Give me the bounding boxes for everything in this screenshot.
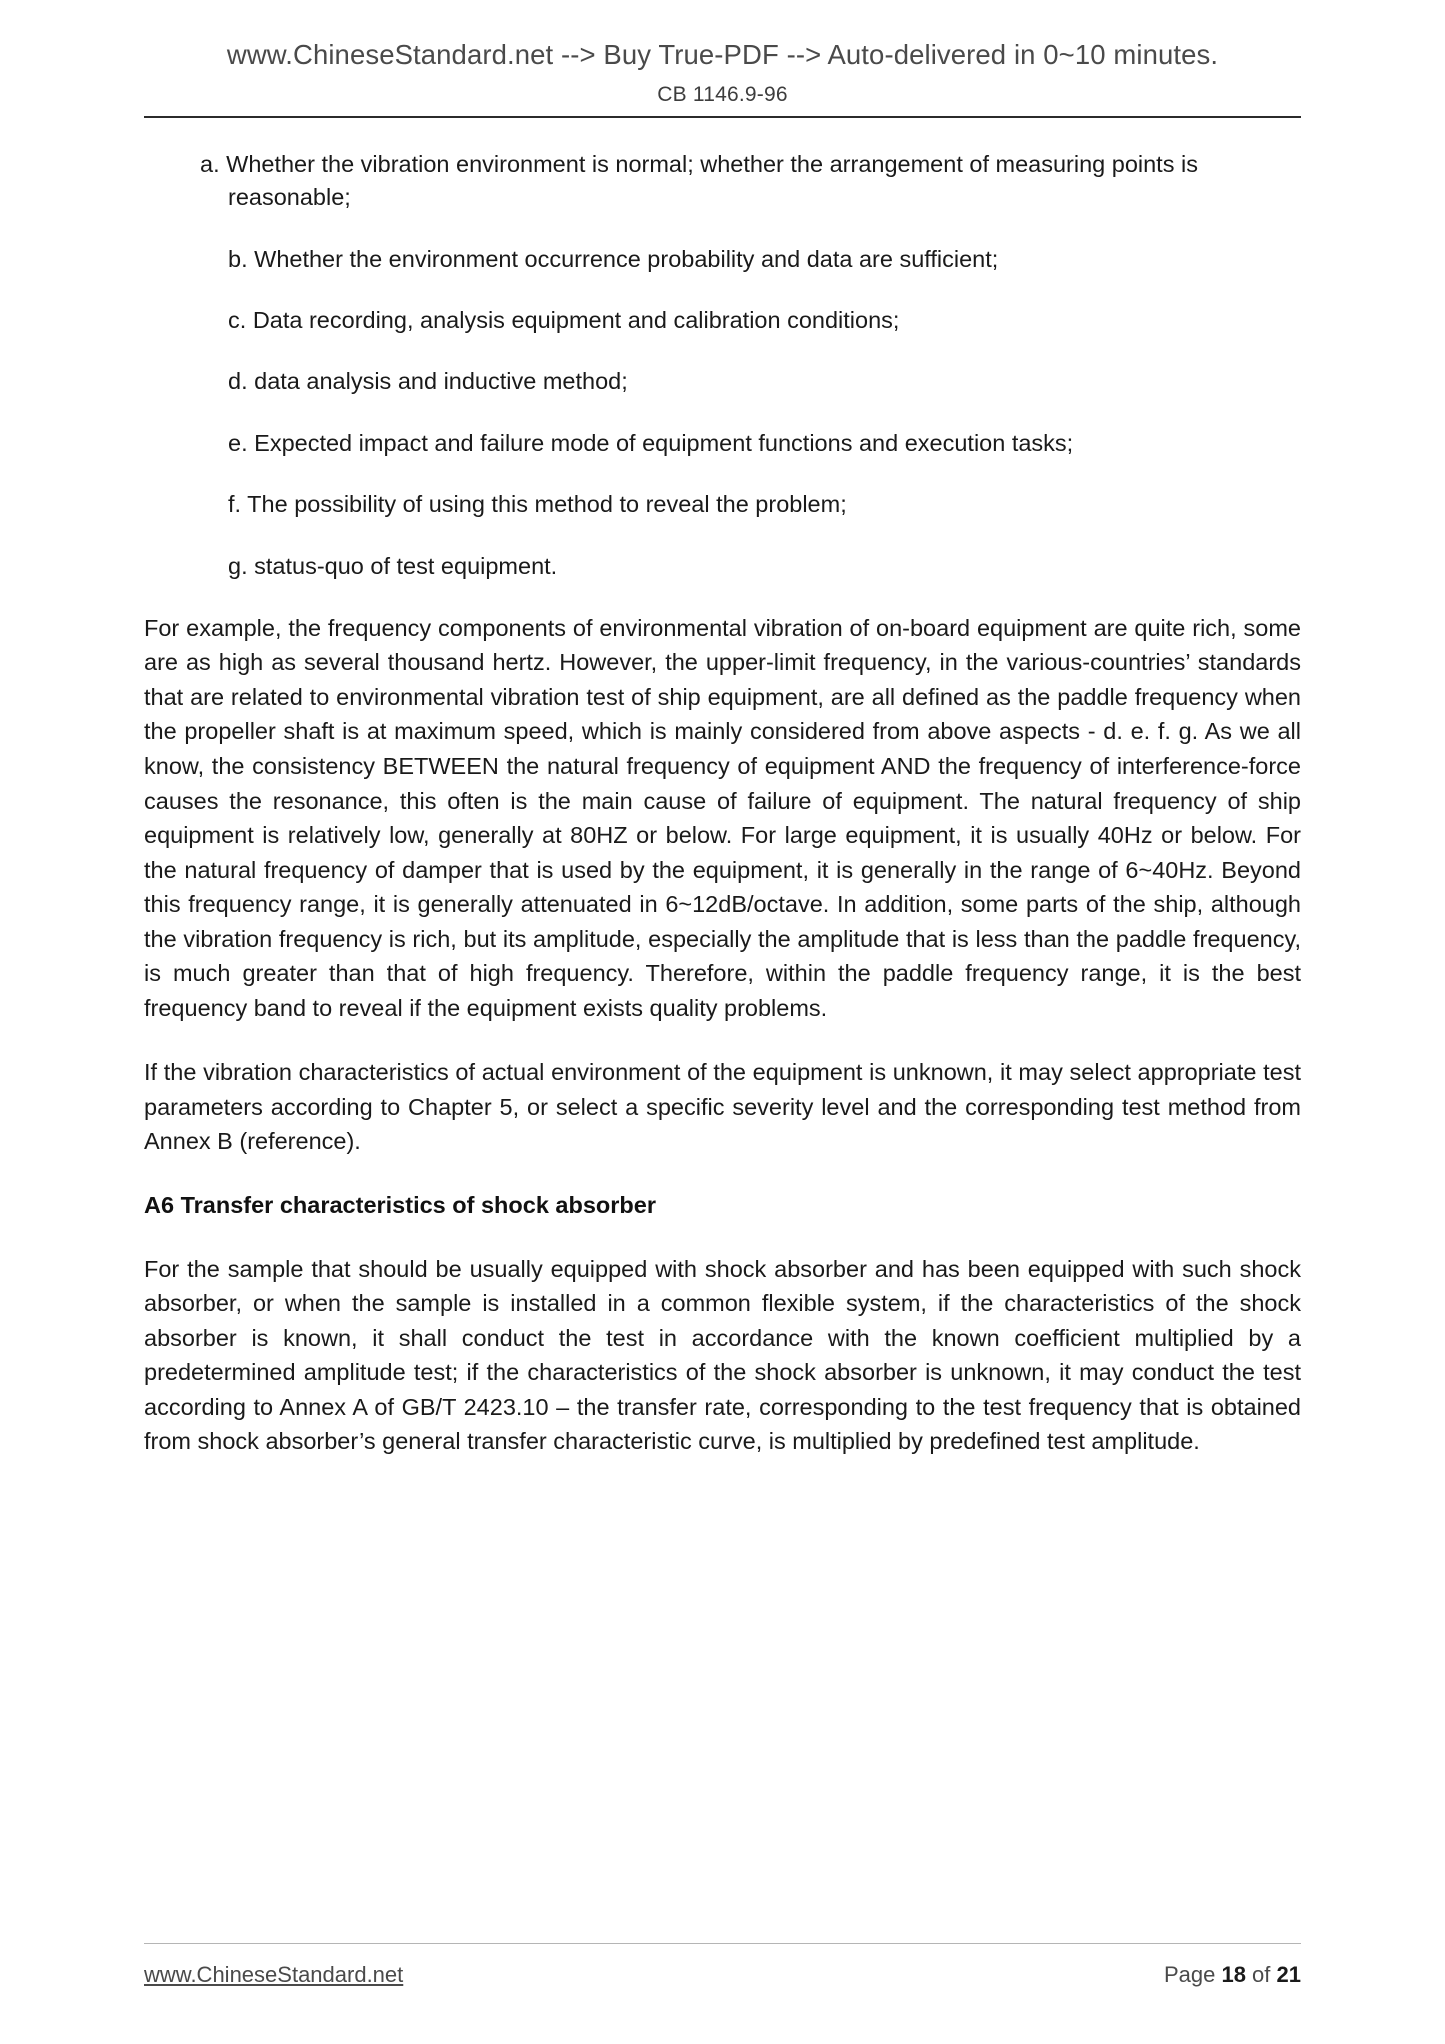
list-item (172, 550, 1301, 583)
list-item-marker: f. (228, 491, 248, 518)
document-id: CB 1146.9-96 (657, 83, 788, 106)
list-item-text: Whether the vibration environment is normal; whether the arrangement of measuring points is reasonable; (226, 151, 1198, 211)
promo-banner-text: www.ChineseStandard.net --> Buy True-PDF --> Auto-delivered in 0~10 minutes. (226, 39, 1219, 70)
section-heading-a6: A6 Transfer characteristics of shock absorber (144, 1191, 656, 1218)
footer-website-link[interactable]: www.ChineseStandard.net (144, 1962, 404, 1987)
list-item-marker: a. (200, 151, 227, 177)
list-item-text: Whether the environment occurrence probability and data are sufficient; (254, 245, 999, 272)
list-item-text: status-quo of test equipment. (254, 552, 558, 579)
paragraph-example-frequency: For example, the frequency components of environmental vibration of on-board equipment are quite rich, some are as high as several thousand hertz. However, the upper-limit frequency, in the various-countries’ standards that are related to environmental vibration test of ship equipment, are all defined as the paddle frequency when the propeller shaft is at maximum speed, which is mainly considered from above aspects - d. e. f. g. As we all know, the consistency BETWEEN the natural frequency of equipment AND the frequency of interference-force causes the resonance, this often is the main cause of failure of equipment. The natural frequency of ship equipment is relatively low, generally at 80HZ or below. For large equipment, it is usually 40Hz or below. For the natural frequency of damper that is used by the equipment, it is generally in the range of 6~40Hz. Beyond this frequency range, it is generally attenuated in 6~12dB/octave. In addition, some parts of the ship, although the vibration frequency is rich, but its amplitude, especially the amplitude that is less than the paddle frequency, is much greater than that of high frequency. Therefore, within the paddle frequency range, it is the best frequency band to reveal if the equipment exists quality problems. (144, 614, 1301, 1021)
list-item (172, 304, 1301, 337)
list-item (172, 148, 1301, 215)
list-item-text: data analysis and inductive method; (254, 368, 628, 395)
lettered-list (144, 148, 1301, 583)
page-label-middle: of (1245, 1962, 1277, 1987)
list-item (172, 488, 1301, 521)
page-footer (0, 1943, 1445, 1988)
list-item-marker: d. (228, 368, 255, 395)
list-item-text: The possibility of using this method to reveal the problem; (247, 491, 847, 518)
list-item (172, 427, 1301, 460)
list-item (172, 243, 1301, 276)
list-item-marker: g. (228, 552, 255, 579)
page-content (144, 118, 1301, 1459)
page-current-number: 18 (1221, 1962, 1246, 1987)
list-item (172, 365, 1301, 398)
page-label-prefix: Page (1163, 1962, 1222, 1987)
page-header (0, 0, 1445, 118)
paragraph-shock-absorber: For the sample that should be usually equipped with shock absorber and has been equipped with such shock absorber, or when the sample is installed in a common flexible system, if the characteristics of the shock absorber is known, it shall conduct the test in accordance with the known coefficient multiplied by a predetermined amplitude test; if the characteristics of the shock absorber is unknown, it may conduct the test according to Annex A of GB/T 2423.10 – the transfer rate, corresponding to the test frequency that is obtained from shock absorber’s general transfer characteristic curve, is multiplied by predefined test amplitude. (144, 1255, 1301, 1455)
list-item-text: Expected impact and failure mode of equipment functions and execution tasks; (254, 429, 1074, 456)
list-item-marker: b. (228, 245, 255, 272)
page-number-indicator (1164, 1962, 1301, 1988)
footer-divider (144, 1943, 1301, 1944)
footer-row (144, 1962, 1301, 1988)
page-total-number: 21 (1276, 1962, 1301, 1987)
list-item-marker: c. (228, 307, 253, 334)
list-item-text: Data recording, analysis equipment and calibration conditions; (252, 307, 900, 334)
paragraph-unknown-characteristics: If the vibration characteristics of actual environment of the equipment is unknown, it may select appropriate test parameters according to Chapter 5, or select a specific severity level and the corresponding test method from Annex B (reference). (144, 1059, 1301, 1155)
list-item-marker: e. (228, 429, 255, 456)
